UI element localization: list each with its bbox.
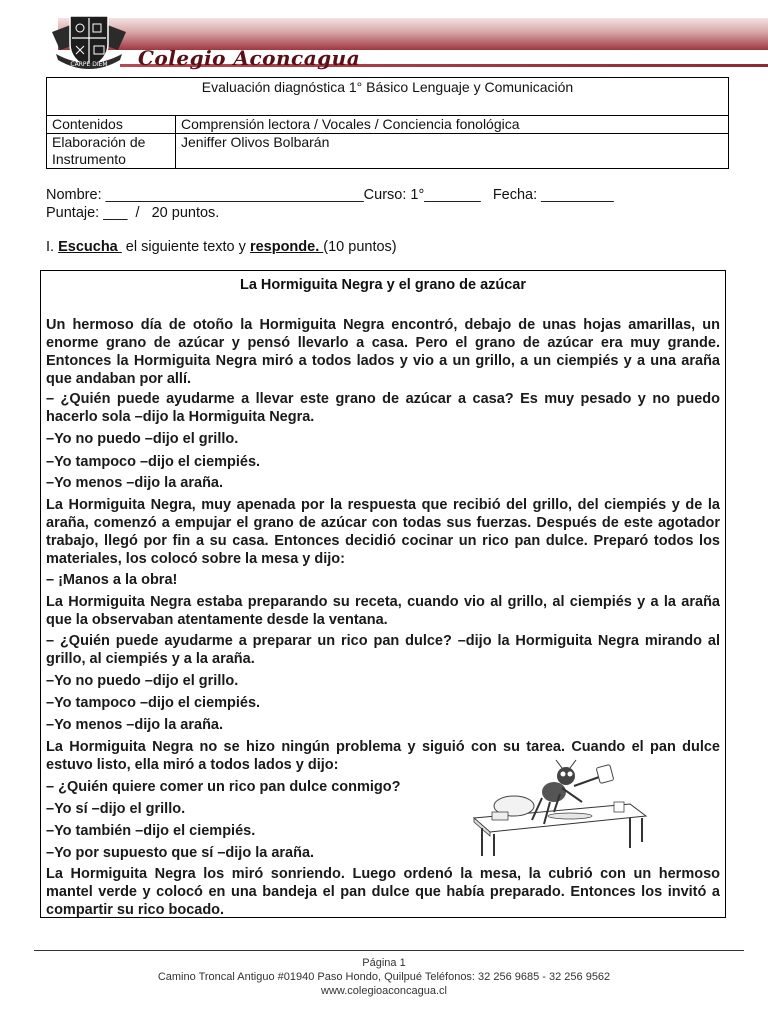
story-paragraph: –Yo tampoco –dijo el ciempiés. [46, 454, 261, 470]
story-paragraph: – ¿Quién puede ayudarme a llevar este grano de azúcar a casa? Es muy pesado y no puedo hacerlo sola –dijo la Hormiguita Negra. [46, 391, 720, 425]
story-paragraph: –Yo no puedo –dijo el grillo. [46, 431, 239, 447]
author-value: Jeniffer Olivos Bolbarán [176, 134, 729, 169]
story-paragraph: –Yo menos –dijo la araña. [46, 475, 224, 491]
instruction-respond: responde. [249, 239, 324, 255]
contents-label: Contenidos [47, 116, 176, 134]
school-crest-logo [48, 10, 130, 76]
footer-address: Camino Troncal Antiguo #01940 Paso Hondo, Quilpué Teléfonos: 32 256 9685 - 32 256 9562 [157, 971, 611, 983]
evaluation-info-table [46, 77, 729, 169]
story-paragraph: La Hormiguita Negra, muy apenada por la respuesta que recibió del grillo, del ciempiés y de la araña, comenzó a empujar el grano de azúcar con todas sus fuerzas. Después de este agotador trabajo, llegó por fin a su casa. Entonces decidió cocinar un rico pan dulce. Preparó todos los materiales, los colocó sobre la mesa y dijo: [46, 497, 720, 567]
story-paragraph: – ¡Manos a la obra! [46, 572, 178, 588]
story-paragraph: La Hormiguita Negra los miró sonriendo. Luego ordenó la mesa, la cubrió con un hermoso mantel verde y colocó en una bandeja el pan dulce que había preparado. Entonces los invitó a compartir su rico bocado. [46, 866, 720, 918]
footer-rule [34, 950, 744, 951]
story-paragraph: – ¿Quién puede ayudarme a preparar un rico pan dulce? –dijo la Hormiguita Negra mirando al grillo, al ciempiés y a la araña. [46, 633, 720, 667]
story-paragraph: –Yo tampoco –dijo el ciempiés. [46, 695, 261, 711]
footer-website: www.colegioaconcagua.cl [321, 985, 447, 997]
page-number: Página 1 [362, 957, 406, 969]
story-paragraph: –Yo sí –dijo el grillo. [46, 801, 186, 817]
evaluation-title: Evaluación diagnóstica 1° Básico Lenguaje y Comunicación [47, 78, 729, 116]
instruction-prefix: I. [46, 239, 59, 255]
story-paragraph: –Yo por supuesto que sí –dijo la araña. [46, 845, 315, 861]
instruction-points: (10 puntos) [323, 239, 397, 255]
story-paragraph: La Hormiguita Negra estaba preparando su receta, cuando vio al grillo, al ciempiés y a la araña que la observaban atentamente desde la ventana. [46, 594, 720, 628]
story-paragraph: La Hormiguita Negra no se hizo ningún problema y siguió con su tarea. Cuando el pan dulce estuvo listo, ella miró a todos lados y dijo: [46, 739, 720, 773]
story-paragraph: –Yo menos –dijo la araña. [46, 717, 224, 733]
instruction-listen: Escucha [58, 239, 122, 255]
contents-value: Comprensión lectora / Vocales / Conciencia fonológica [176, 116, 729, 134]
story-paragraph: –Yo no puedo –dijo el grillo. [46, 673, 239, 689]
author-label: Elaboración de Instrumento [47, 134, 176, 169]
school-name: Colegio Aconcagua [138, 46, 361, 70]
story-paragraph: Un hermoso día de otoño la Hormiguita Negra encontró, debajo de unas hojas amarillas, un enorme grano de azúcar y pensó llevarlo a casa. Pero el grano de azúcar era muy grande. Entonces la Hormiguita Negra miró a todos lados y vio a un grillo, a un ciempiés y a una araña que andaban por allí. [46, 317, 720, 387]
story-title: La Hormiguita Negra y el grano de azúcar [239, 277, 527, 293]
story-paragraph: – ¿Quién quiere comer un rico pan dulce conmigo? [46, 779, 401, 795]
student-name-line: Nombre: ________________________________Curso: 1°_______ Fecha: _________ [46, 187, 614, 203]
instruction-middle: el siguiente texto y [121, 239, 250, 255]
instruction-line [46, 238, 397, 256]
crest-motto: CARPE DIEM [70, 61, 108, 68]
ant-baking-illustration [470, 758, 650, 858]
score-line: Puntaje: ___ / 20 puntos. [46, 205, 220, 221]
story-paragraph: –Yo también –dijo el ciempiés. [46, 823, 256, 839]
